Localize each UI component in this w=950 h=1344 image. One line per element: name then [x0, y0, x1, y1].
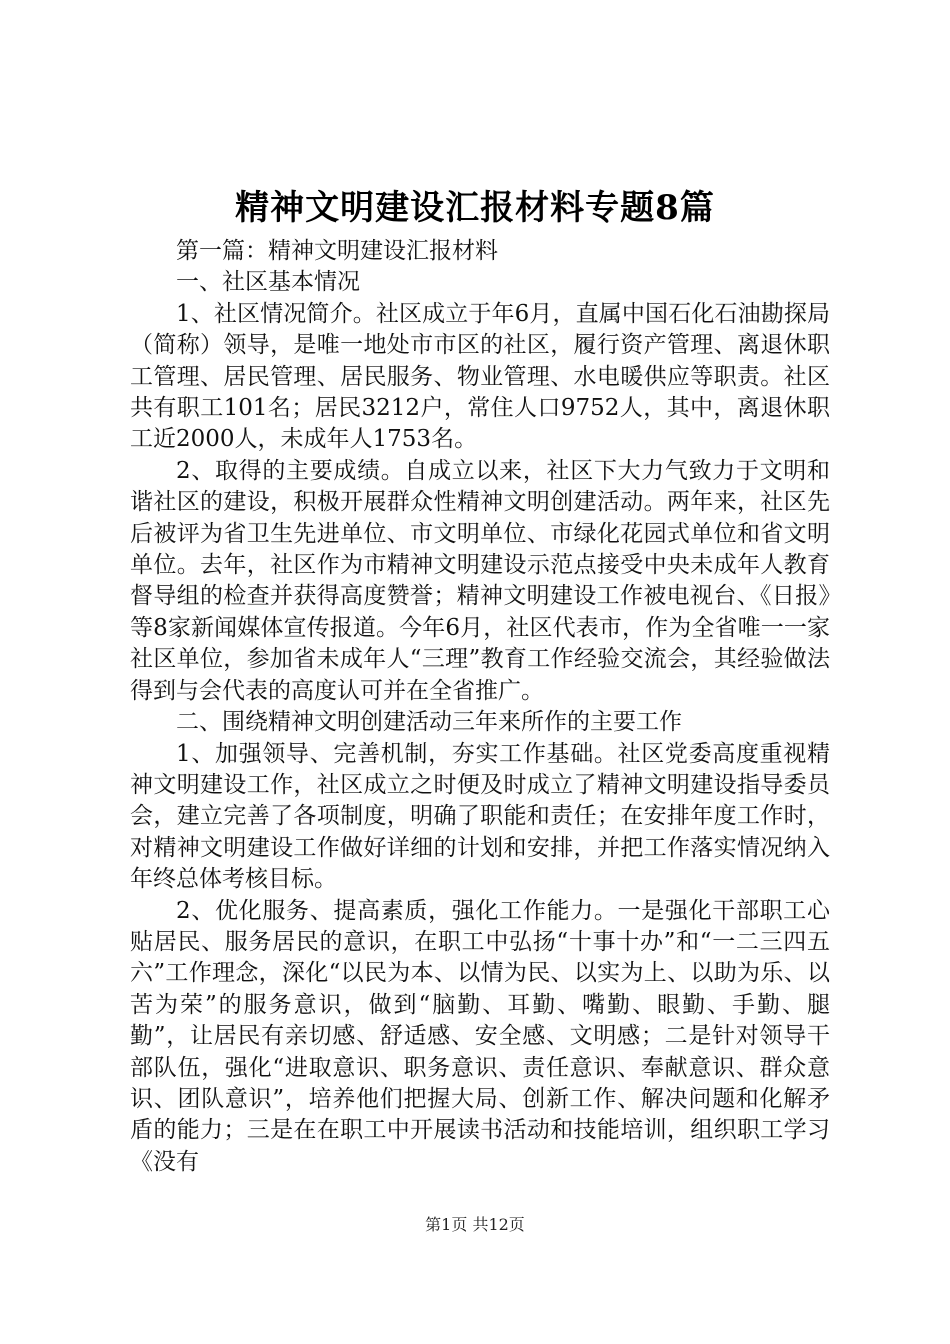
paragraph: 2、优化服务、提高素质，强化工作能力。一是强化干部职工心贴居民、服务居民的意识，在职工中弘扬“十事十办”和“一二三四五六”工作理念，深化“以民为本、以情为民、以实为上、以助为乐、以苦为荣”的服务意识，做到“脑勤、耳勤、嘴勤、眼勤、手勤、腿勤”，让居民有亲切感、舒适感、安全感、文明感；二是针对领导干部队伍，强化“进取意识、职务意识、责任意识、奉献意识、群众意识、团队意识”，培养他们把握大局、创新工作、解决问题和化解矛盾的能力；三是在在职工中开展读书活动和技能培训，组织职工学习《没有 [130, 897, 830, 1175]
page-number-footer: 第1页 共12页 [425, 1215, 525, 1234]
paragraph: 2、取得的主要成绩。自成立以来，社区下大力气致力于文明和谐社区的建设，积极开展群众性精神文明创建活动。两年来，社区先后被评为省卫生先进单位、市文明单位、市绿化花园式单位和省文明单位。去年，社区作为市精神文明建设示范点接受中央未成年人教育督导组的检查并获得高度赞誉；精神文明建设工作被电视台、《日报》等8家新闻媒体宣传报道。今年6月，社区代表市，作为全省唯一一家社区单位，参加省未成年人“三理”教育工作经验交流会，其经验做法得到与会代表的高度认可并在全省推广。 [130, 457, 830, 704]
paragraph: 1、社区情况简介。社区成立于年6月，直属中国石化石油勘探局（简称）领导，是唯一地处市市区的社区，履行资产管理、离退休职工管理、居民管理、居民服务、物业管理、水电暖供应等职责。社区共有职工101名；居民3212户，常住人口9752人，其中，离退休职工近2000人，未成年人1753名。 [130, 300, 830, 453]
paragraph: 第一篇：精神文明建设汇报材料 [176, 238, 498, 264]
document-title: 精神文明建设汇报材料专题8篇 [235, 188, 715, 228]
document-body [130, 236, 830, 1178]
paragraph: 1、加强领导、完善机制，夯实工作基础。社区党委高度重视精神文明建设工作，社区成立之时便及时成立了精神文明建设指导委员会，建立完善了各项制度，明确了职能和责任；在安排年度工作时，对精神文明建设工作做好详细的计划和安排，并把工作落实情况纳入年终总体考核目标。 [130, 740, 830, 893]
paragraph: 一、社区基本情况 [176, 269, 360, 296]
paragraph: 二、围绕精神文明创建活动三年来所作的主要工作 [176, 709, 682, 736]
